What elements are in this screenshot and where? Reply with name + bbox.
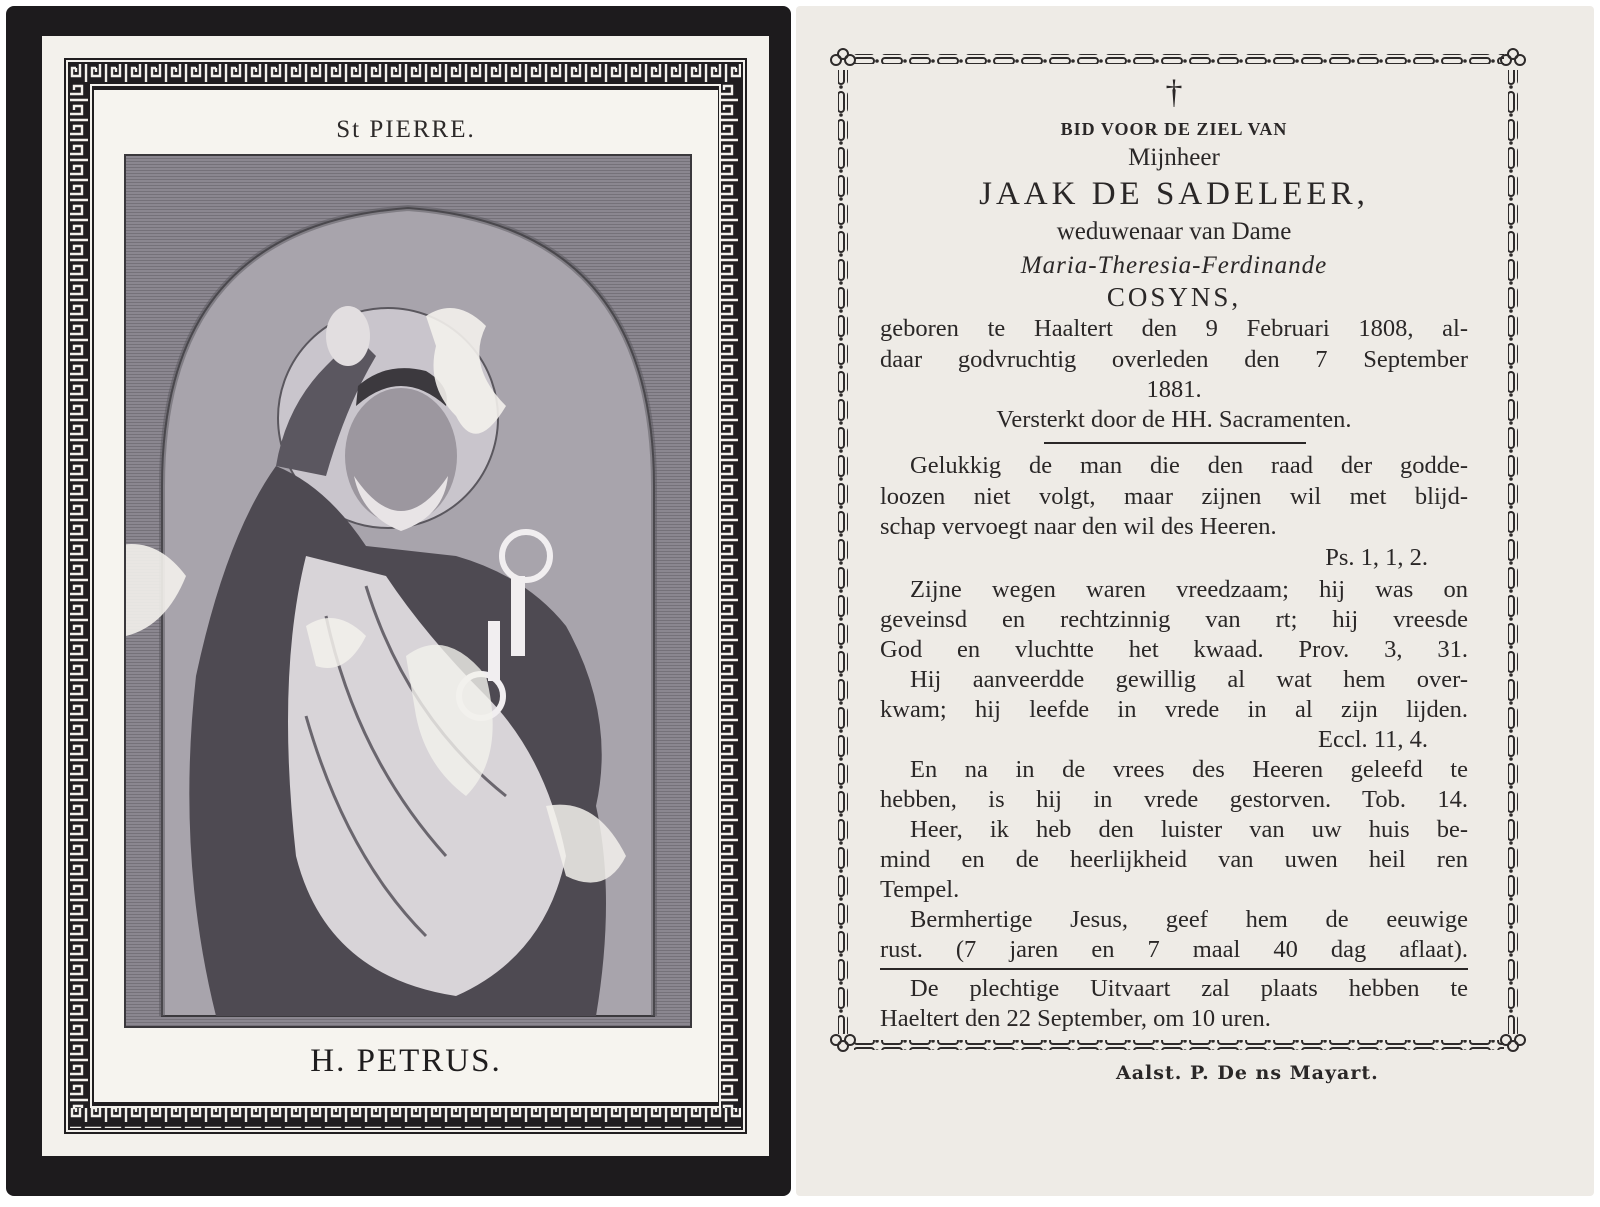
verse-line: Bermhertige Jesus, geef hem de eeuwige	[910, 906, 1468, 933]
memorial-text-card	[796, 6, 1594, 1196]
verse-line: Hij aanveerdde gewillig al wat hem over-	[910, 666, 1468, 693]
bio-line: Versterkt door de HH. Sacramenten.	[996, 406, 1352, 433]
bio-line: geboren te Haaltert den 9 Februari 1808, al-	[880, 315, 1468, 342]
verse-line: En na in de vrees des Heeren geleefd te	[910, 756, 1468, 783]
verse-line: loozen niet volgt, maar zijnen wil met blijd-	[880, 483, 1468, 510]
saint-peter-engraving	[124, 154, 692, 1028]
verse-line: schap vervoegt naar den wil des Heeren.	[880, 513, 1277, 540]
verse-line: hebben, is hij in vrede gestorven. Tob. 14.	[880, 786, 1468, 813]
funeral-line: De plechtige Uitvaart zal plaats hebben te	[910, 975, 1468, 1002]
wife-given-names: Maria-Theresia-Ferdinande	[1020, 252, 1328, 279]
divider	[1044, 442, 1306, 444]
verse-line: Zijne wegen waren vreedzaam; hij was on	[910, 576, 1468, 603]
bio-line: 1881.	[1146, 376, 1202, 403]
verse-line: kwam; hij leefde in vrede in al zijn lijden.	[880, 696, 1468, 723]
caption-top: St PIERRE.	[336, 116, 476, 143]
verse-line: Heer, ik heb den luister van uw huis be-	[910, 816, 1468, 843]
caption-bottom: H. PETRUS.	[310, 1043, 502, 1079]
bio-line: daar godvruchtig overleden den 7 September	[880, 346, 1468, 373]
verse-line: rust. (7 jaren en 7 maal 40 dag aflaat).	[880, 936, 1468, 963]
verse-reference: Ps. 1, 1, 2.	[1325, 544, 1428, 571]
saint-peter-figure	[126, 156, 690, 1026]
cross-icon: †	[1165, 74, 1183, 111]
image-panel	[94, 90, 718, 1102]
honorific: Mijnheer	[1128, 144, 1220, 171]
wife-surname: COSYNS,	[1106, 282, 1242, 312]
verse-reference: Eccl. 11, 4.	[1318, 726, 1428, 753]
verse-line: Gelukkig de man die den raad der godde-	[910, 452, 1468, 479]
prayer-heading: BID VOOR DE ZIEL VAN	[1060, 119, 1288, 139]
verse-line: geveinsd en rechtzinnig van rt; hij vreesde	[880, 606, 1468, 633]
holy-card-front	[6, 6, 791, 1196]
divider	[880, 968, 1468, 970]
verse-line: mind en de heerlijkheid van uwen heil ren	[880, 846, 1468, 873]
verse-line: Tempel.	[880, 876, 960, 903]
widower-line: weduwenaar van Dame	[1056, 218, 1292, 245]
funeral-line: Haeltert den 22 September, om 10 uren.	[880, 1005, 1271, 1032]
printer-imprint: Aalst. P. De ns Mayart.	[1116, 1062, 1379, 1084]
verse-line: God en vluchtte het kwaad. Prov. 3, 31.	[880, 636, 1468, 663]
deceased-name: JAAK DE SADELEER,	[979, 176, 1369, 212]
